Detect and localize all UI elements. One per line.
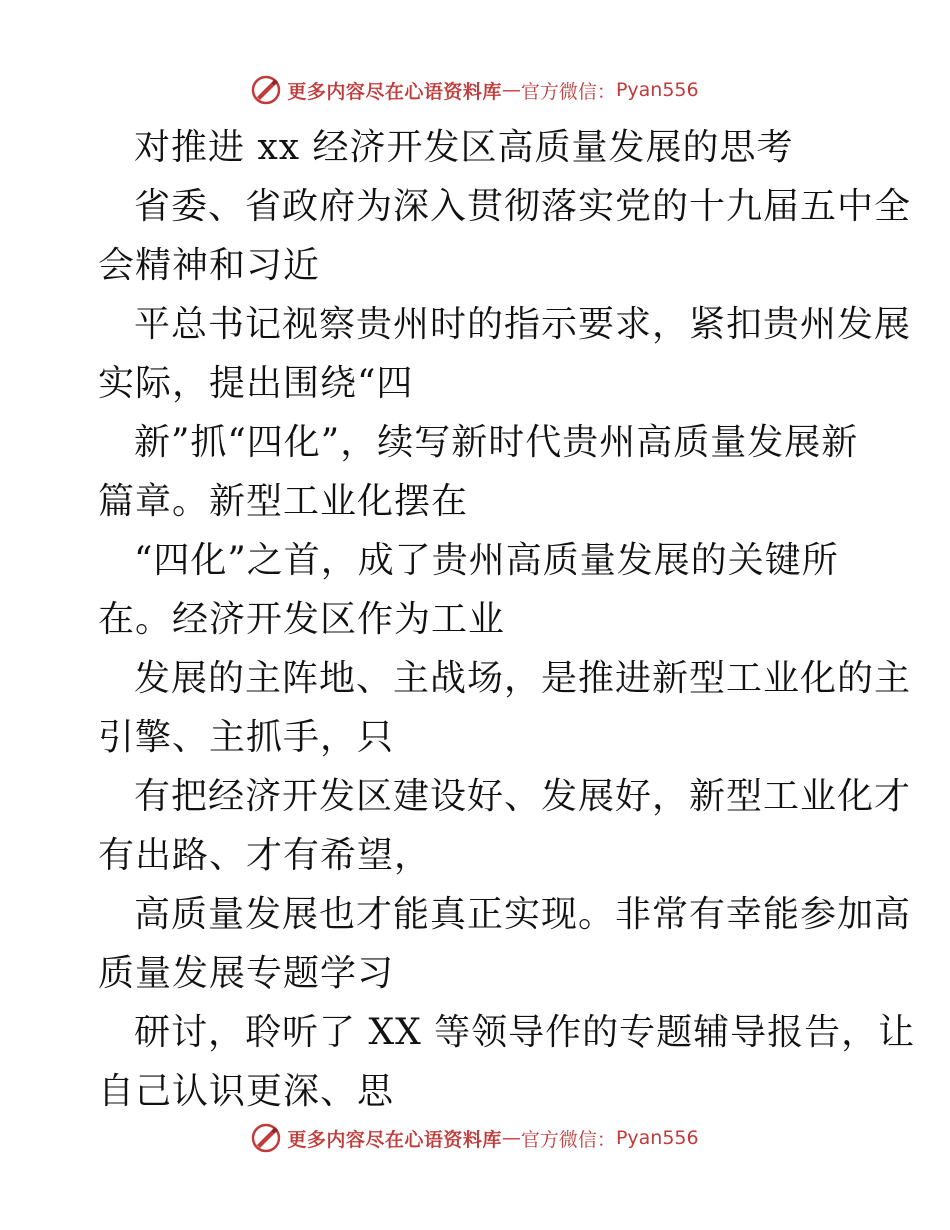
document-body [98,118,916,1121]
watermark-separator: — [501,1127,521,1149]
text-line: 高质量发展也才能真正实现。非常有幸能参加高 [134,894,912,935]
text-line: 在。经济开发区作为工业 [98,599,506,640]
document-title: 对推进 xx 经济开发区高质量发展的思考 [134,127,794,168]
text-line: 自己认识更深、思 [98,1071,395,1112]
footer-watermark [0,1118,950,1158]
text-line: 会精神和习近 [98,245,321,286]
pen-logo-icon [251,1123,281,1153]
watermark-text: 更多内容尽在心语资料库 [287,80,502,103]
watermark-text: 更多内容尽在心语资料库 [287,1128,502,1151]
text-line: “四化”之首，成了贵州高质量发展的关键所 [134,540,839,581]
text-line: 发展的主阵地、主战场，是推进新型工业化的主 [134,658,912,699]
pen-logo-icon [251,75,281,105]
watermark-contact-label: 官方微信： [520,1128,616,1151]
text-line: 实际，提出围绕“四 [98,363,414,404]
watermark-contact-id: Pyan556 [615,79,699,101]
text-line: 有把经济开发区建设好、发展好，新型工业化才 [134,776,912,817]
text-line: 省委、省政府为深入贯彻落实党的十九届五中全 [134,186,912,227]
text-line: 引擎、主抓手，只 [98,717,395,758]
watermark-separator: — [501,79,521,101]
text-line: 篇章。新型工业化摆在 [98,481,469,522]
header-watermark [0,70,950,110]
text-line: 有出路、才有希望， [98,835,432,876]
watermark-contact-label: 官方微信： [520,80,616,103]
text-line: 质量发展专题学习 [98,953,395,994]
text-line: 研讨，聆听了 XX 等领导作的专题辅导报告，让 [134,1012,916,1053]
text-line: 新”抓“四化”，续写新时代贵州高质量发展新 [134,422,859,463]
text-line: 平总书记视察贵州时的指示要求，紧扣贵州发展 [134,304,912,345]
watermark-contact-id: Pyan556 [615,1127,699,1149]
